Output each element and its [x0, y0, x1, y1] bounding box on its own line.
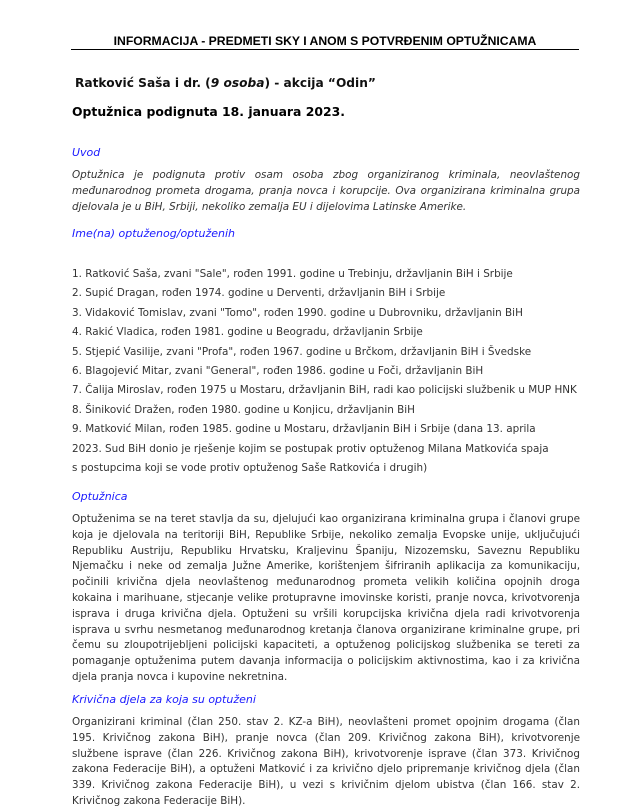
header-divider	[71, 49, 579, 50]
document-header-title: INFORMACIJA - PREDMETI SKY I ANOM S POTVRĐENIM OPTUŽNICAMA	[113, 34, 537, 48]
accused-item: 3. Vidaković Tomislav, zvani "Tomo", rođen 1990. godine u Dubrovniku, državljanin BiH	[72, 306, 523, 319]
case-title-suffix: ) - akcija “Odin”	[264, 76, 376, 90]
case-title-prefix: Ratković Saša i dr. (	[75, 76, 211, 90]
accused-list	[72, 265, 592, 478]
accused-item: 7. Čalija Miroslav, rođen 1975 u Mostaru, državljanin BiH, radi kao policijski službenik u MUP HNK	[72, 384, 577, 397]
accused-item: 2. Supić Dragan, rođen 1974. godine u Derventi, državljanin BiH i Srbije	[72, 287, 446, 300]
section-heading-intro: Uvod	[72, 146, 101, 159]
accused-item: 8. Šiniković Dražen, rođen 1980. godine u Konjicu, državljanin BiH	[72, 403, 415, 416]
charges-paragraph: Organizirani kriminal (član 250. stav 2. KZ-a BiH), neovlašteni promet opojnim drogama (član 195. Krivičnog zakona BiH), pranje novca (član 209. Krivičnog zakona BiH), krivotvorenje službene isprave (član 226. Krivičnog zakona BiH), krivotvorenje isprave (član 373. Krivičnog zakona Federacije BiH), a optuženi Matković i za krivično djelo pripremanje krivičnog djela (član 339. Krivičnog zakona Federacije BiH), u vezi s krivičnim djelom ubistva (član 166. stav 2. Krivičnog zakona Federacije BiH).	[72, 716, 580, 807]
indictment-paragraph: Optuženima se na teret stavlja da su, djelujući kao organizirana kriminalna grupa i članovi grupe koja je djelovala na teritoriji BiH, Republike Srbije, nekoliko zemalja Evopske unije, uključujući Republiku Austriju, Republiku Hrvatsku, Kraljevinu Španiju, Nizozemsku, Saveznu Republiku Njemačku i neke od zemalja Južne Amerike, korištenjem šifriranih aplikacija za komunikaciju, počinili krivična djela neovlaštenog međunarodnog prometa velikih količina opojnih droga kokaina i marihuane, stjecanje velike protupravne imovinske koristi, pranje novca, krivotvorenja isprava i druga krivična djela. Optuženi su vršili korupcijska krivična djela radi krivotvorenja isprava u svrhu nesmetanog međunarodnog kretanja članova organizirane kriminalne grupe, pri čemu su zloupotrijebljeni policijski kapaciteti, a optuženog policijskog službenika se tereti za pomaganje optuženima putem davanja informacija o policijskim aktivnostima, kao i za krivična djela pranja novca i kupovine nekretnina.	[72, 513, 580, 683]
accused-item: 5. Stjepić Vasilije, zvani "Profa", rođen 1967. godine u Brčkom, državljanin BiH i Švedske	[72, 345, 532, 358]
section-heading-charges: Krivična djela za koja su optuženi	[72, 693, 256, 706]
section-heading-indictment: Optužnica	[72, 490, 128, 503]
accused-item: 4. Rakić Vladica, rođen 1981. godine u Beogradu, državljanin Srbije	[72, 326, 423, 339]
case-title-count: 9 osoba	[210, 76, 265, 90]
accused-item: 6. Blagojević Mitar, zvani "General", rođen 1986. godine u Foči, državljanin BiH	[72, 365, 484, 378]
indictment-date: Optužnica podignuta 18. januara 2023.	[72, 104, 345, 119]
section-heading-accused: Ime(na) optuženog/optuženih	[72, 227, 235, 240]
accused-item: 9. Matković Milan, rođen 1985. godine u Mostaru, državljanin BiH i Srbije (dana 13. aprila 2023. Sud BiH donio je rješenje kojim se postupak protiv optuženog Milana Matkovića spaja s postupcima koji se vode protiv optuženog Saše Ratkovića i drugih)	[72, 423, 549, 475]
intro-paragraph: Optužnica je podignuta protiv osam osoba zbog organiziranog kriminala, neovlaštenog međunarodnog prometa drogama, pranja novca i korupcije. Ova organizirana kriminalna grupa djelovala je u BiH, Srbiji, nekoliko zemalja EU i dijelovima Latinske Amerike.	[72, 169, 580, 213]
case-title	[75, 76, 376, 90]
accused-item: 1. Ratković Saša, zvani "Sale", rođen 1991. godine u Trebinju, državljanin BiH i Srbije	[72, 268, 513, 280]
